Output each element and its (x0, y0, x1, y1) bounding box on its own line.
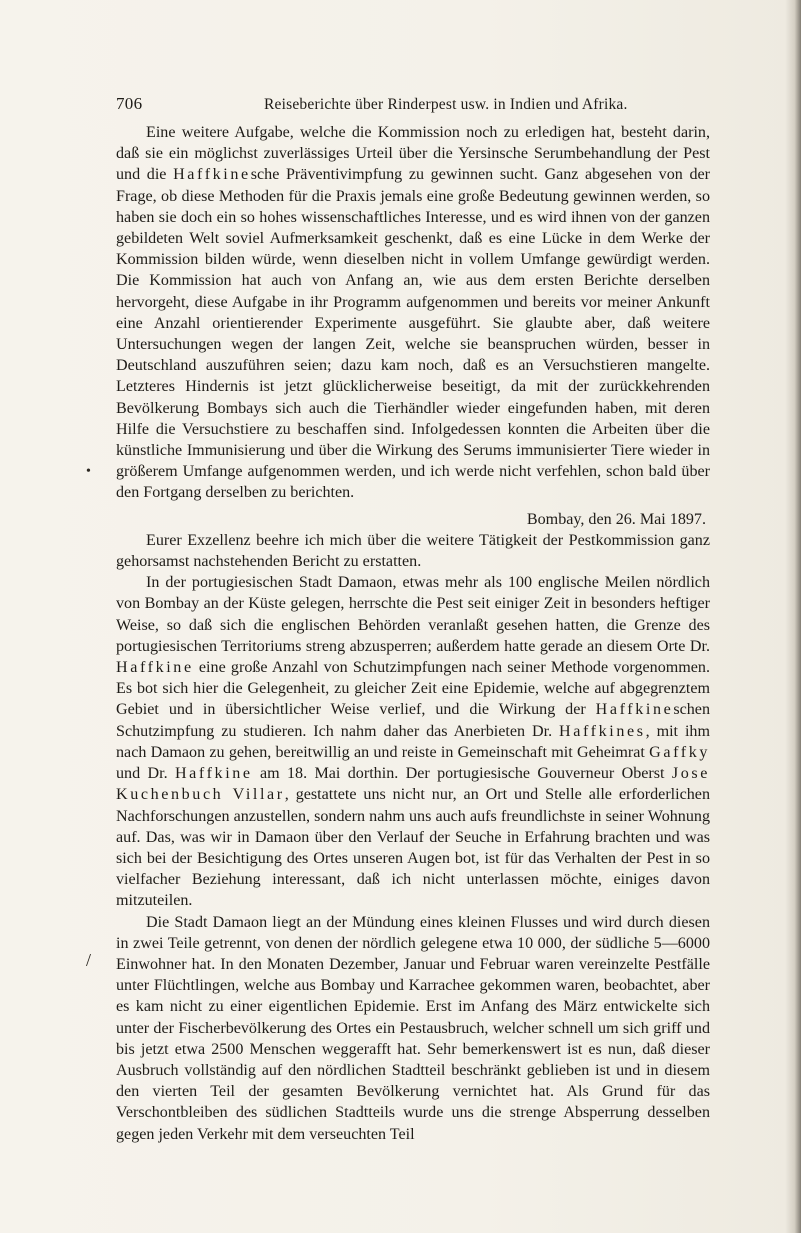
paragraph (116, 530, 710, 572)
text-run: , gestattete uns nicht nur, an Ort und Stelle alle erforderlichen Nachforschungen anzustellen, sondern nahm uns auch aufs freundlichste in seiner Wohnung auf. Das, was wir in Damaon über den Verlauf der Seuche in Erfahrung brachten und was sich bei der Besichtigung des Ortes unseren Augen bot, ist für das Verhalten der Pest in so vielfacher Beziehung interessant, daß ich nicht unterlassen möchte, einiges davon mitzuteilen. (116, 786, 710, 910)
spaced-name: Haffkine (173, 166, 251, 184)
margin-dot-mark: • (86, 464, 91, 479)
text-run: und Dr. (116, 765, 175, 783)
paragraph (116, 912, 710, 1145)
spaced-name: Haffkine (116, 659, 194, 677)
spaced-name: Jose Kuchenbuch Villar (116, 765, 710, 804)
running-head: Reiseberichte über Rinderpest usw. in Indien und Afrika. (264, 96, 628, 113)
paragraph (116, 122, 710, 504)
paragraphs-after-dateline (116, 530, 710, 1145)
body-text (116, 122, 710, 1145)
spaced-name: Gaffky (649, 743, 710, 761)
spaced-name: Haffkine (174, 765, 253, 783)
text-run: am 18. Mai dorthin. Der portugiesische Gouverneur Oberst (252, 765, 672, 783)
paragraph (116, 572, 710, 911)
paragraphs-before-dateline (116, 122, 710, 504)
text-run: In der portugiesischen Stadt Damaon, etwas mehr als 100 englische Meilen nördlich von Bombay an der Küste gelegen, herrschte die Pest seit einiger Zeit in besonders heftiger Weise, so daß sich die englischen Behörden veranlaßt gesehen hatten, die Grenze des portugiesischen Territoriums streng abzusperren; außerdem hatte gerade an diesem Orte Dr. (116, 574, 710, 655)
text-run: Eurer Exzellenz beehre ich mich über die weitere Tätigkeit der Pestkommission ganz gehorsamst nachstehenden Bericht zu erstatten. (116, 531, 710, 571)
spaced-name: Haffkines (559, 722, 646, 740)
page-header (116, 94, 656, 116)
page-number: 706 (116, 94, 143, 113)
margin-tick-mark: / (86, 950, 92, 970)
dateline: Bombay, den 26. Mai 1897. (526, 510, 706, 528)
spaced-name: Haffkine (595, 701, 674, 719)
text-run: sche Präventivimpfung zu gewinnen sucht. Ganz abgesehen von der Frage, ob diese Methoden für die Praxis jemals eine große Bedeutung gewinnen werden, so haben sie doch ein so hohes wissenschaftliches Interesse, und es wird ihnen von der ganzen gebildeten Welt soviel Aufmerksamkeit geschenkt, daß es eine Lücke in dem Werke der Kommission bilden würde, wenn dieselben nicht in vollem Umfange gewürdigt werden. Die Kommission hat auch von Anfang an, wie aus dem ersten Berichte derselben hervorgeht, diese Aufgabe in ihr Programm aufgenommen und bereits vor meiner Ankunft eine Anzahl orientierender Experimente ausgeführt. Sie glaubte aber, daß weitere Untersuchungen wegen der langen Zeit, welche sie beanspruchen würden, besser in Deutschland auszuführen seien; dazu kam noch, daß es an Versuchstieren mangelte. Letzteres Hindernis ist jetzt glücklicherweise beseitigt, da mit der zurückkehrenden Bevölkerung Bombays sich auch die Tierhändler wieder eingefunden haben, mit deren Hilfe die Versuchstiere zu beschaffen sind. Infolgedessen konnten die Arbeiten über die künstliche Immunisierung und über die Wirkung des Serums immunisierter Tiere wieder in größerem Umfange aufgenommen werden, und ich werde nicht verfehlen, schon bald über den Fortgang derselben zu berichten. (116, 166, 710, 502)
text-run: schen Schutzimpfung zu studieren. Ich nahm daher das Anerbieten Dr. (116, 701, 710, 740)
text-run: eine große Anzahl von Schutzimpfungen nach seiner Methode vorgenommen. Es bot sich hier die Gelegenheit, zu gleicher Zeit eine Epidemie, welche auf abgegrenztem Gebiet und in übersichtlicher Weise verlief, und die Wirkung der (116, 659, 710, 719)
page-edge-shadow (785, 0, 801, 1233)
text-run: Die Stadt Damaon liegt an der Mündung eines kleinen Flusses und wird durch diesen in zwei Teile getrennt, von denen der nördlich gelegene etwa 10 000, der südliche 5—6000 Einwohner hat. In den Monaten Dezember, Januar und Februar waren vereinzelte Pestfälle unter Flüchtlingen, welche aus Bombay und Karrachee gekommen waren, beobachtet, aber es kam nicht zu einer eigentlichen Epidemie. Erst im Anfang des März entwickelte sich unter der Fischerbevölkerung des Ortes ein Pestausbruch, welcher schnell um sich griff und bis jetzt etwa 2500 Menschen weggerafft hat. Sehr bemerkenswert ist es nun, daß dieser Ausbruch vollständig auf den nördlichen Stadtteil beschränkt geblieben ist und in diesem den vierten Teil der gesamten Bevölkerung vernichtet hat. Als Grund für das Verschontbleiben des südlichen Stadtteils wurde uns die strenge Absperrung desselben gegen jeden Verkehr mit dem verseuchten Teil (116, 913, 710, 1143)
text-run: Eine weitere Aufgabe, welche die Kommission noch zu erledigen hat, besteht darin, daß sie ein möglichst zuverlässiges Urteil über die Yersinsche Serumbehandlung der Pest und die (116, 124, 710, 184)
text-run: , mit ihm nach Damaon zu gehen, bereitwillig an und reiste in Gemeinschaft mit Geheimrat (116, 722, 710, 761)
